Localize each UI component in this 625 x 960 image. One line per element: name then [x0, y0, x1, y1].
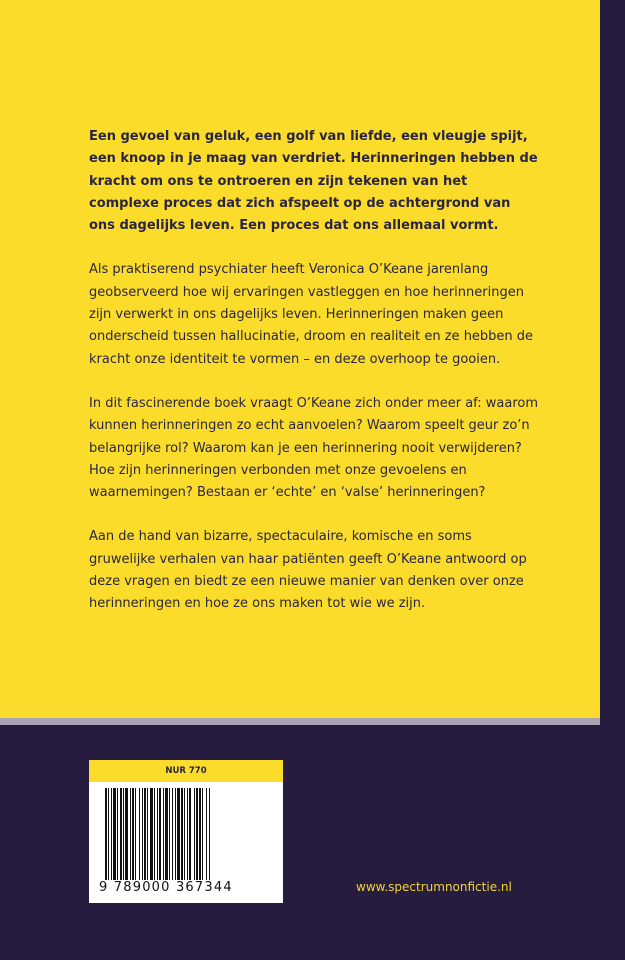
- back-cover-blurb: [89, 126, 539, 638]
- blurb-lead: Een gevoel van geluk, een golf van liefde, een vleugje spijt, een knoop in je maag van verdriet. Herinneringen hebben de kracht om ons te ontroeren en zijn tekenen van het complexe proces dat zich afspeelt op de achtergrond van ons dagelijks leven. Een proces dat ons allemaal vormt.: [89, 129, 538, 234]
- nur-code: NUR 770: [89, 760, 283, 782]
- blurb-paragraph-3: Aan de hand van bizarre, spectaculaire, komische en soms gruwelijke verhalen van haar patiënten geeft O’Keane antwoord op deze vragen en biedt ze een nieuwe manier van denken over onze herinneringen en hoe ze ons maken tot wie we zijn.: [89, 529, 527, 612]
- isbn-digits: 9 789000 367344: [99, 880, 233, 895]
- divider-strip: [0, 718, 600, 725]
- barcode-label: [89, 760, 283, 903]
- publisher-website[interactable]: www.spectrumnonfictie.nl: [356, 880, 512, 894]
- blurb-paragraph-1: Als praktiserend psychiater heeft Veronica O’Keane jarenlang geobserveerd hoe wij ervaringen vastleggen en hoe herinneringen zijn verwerkt in ons dagelijks leven. Herinneringen maken geen onderscheid tussen hallucinatie, droom en realiteit en ze hebben de kracht onze identiteit te vormen – en deze overhoop te gooien.: [89, 262, 534, 367]
- blurb-paragraph-2: In dit fascinerende boek vraagt O’Keane zich onder meer af: waarom kunnen herinneringen zo echt aanvoelen? Waarom speelt geur zo’n belangrijke rol? Waarom kan je een herinnering nooit verwijderen? Hoe zijn herinneringen verbonden met onze gevoelens en waarnemingen? Bestaan er ‘echte’ en ‘valse’ herinneringen?: [89, 395, 539, 501]
- barcode-bars: [105, 788, 267, 880]
